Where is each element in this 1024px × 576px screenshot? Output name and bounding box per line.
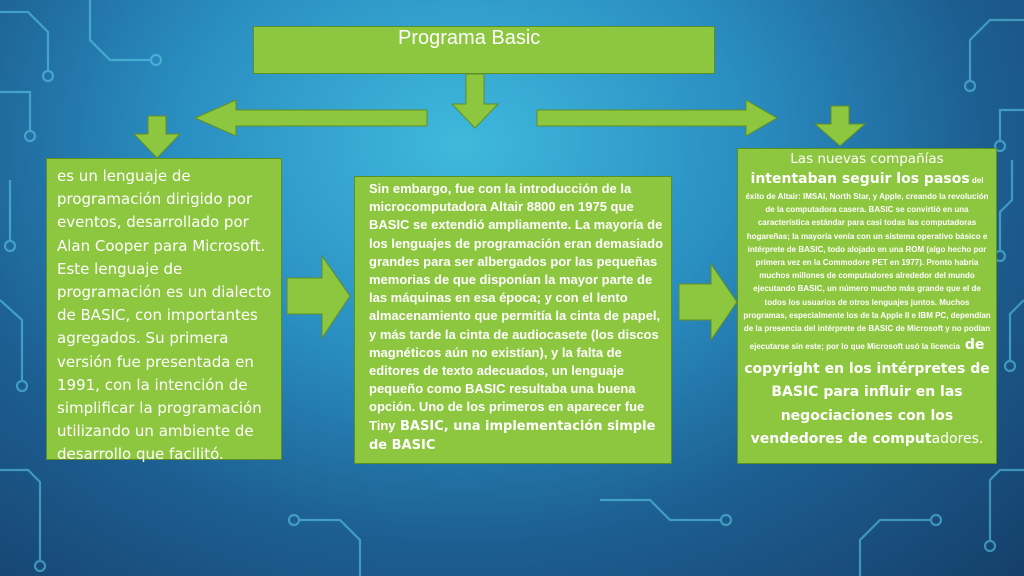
right-small-text: del éxito de Altair: IMSAI, North Star, y Apple, creando la revolución de la computadora casera. BASIC se convirtió en una característica estándar para casi todas las computadoras hogareñas; la mayoría venía con un sistema operativo básico e intérprete de BASIC, todo alojado en una ROM (algo hecho por primera vez en la Commodore PET en 1977). Pronto habría muchos millones de computadores alrededor del mundo ejecutando BASIC, un número mucho más grande que el de todos los usuarios de otros lenguajes juntos. Muchos programas, especialmente los de la Apple II e IBM PC, dependían de la presencia del intérprete de BASIC de Microsoft y no podían ejecutarse sin este; por lo que Microsoft usó la licencia bbox=[743, 176, 991, 352]
right-text-box bbox=[737, 148, 997, 464]
arrow-down-center bbox=[452, 74, 498, 128]
arrow-right-top bbox=[537, 100, 777, 136]
arrow-down-right bbox=[815, 106, 865, 146]
arrow-left bbox=[195, 100, 427, 136]
left-paragraph: es un lenguaje de programación dirigido por eventos, desarrollado por Alan Cooper para Microsoft. Este lenguaje de programación es un dialecto de BASIC, con importantes agregados. Su primera versión fue presentada en 1991, con la intención de simplificar la programación utilizando un ambiente de desarrollo que facilitó. bbox=[57, 167, 272, 464]
arrow-right-middle-right bbox=[679, 264, 737, 340]
center-paragraph bbox=[369, 180, 669, 455]
right-paragraph bbox=[742, 169, 992, 452]
title-box bbox=[253, 26, 715, 74]
right-heading: Las nuevas compañías bbox=[790, 151, 944, 167]
right-big-text-2: de copyright en los intérpretes de BASIC para influir en las negociaciones con los vendedores de comput bbox=[744, 337, 990, 448]
page-title: Programa Basic bbox=[398, 27, 541, 49]
arrow-down-left bbox=[134, 116, 180, 158]
right-big-text-1: intentaban seguir los pasos bbox=[750, 171, 970, 187]
right-tail-text: adores. bbox=[931, 431, 984, 448]
center-text-box bbox=[354, 176, 672, 464]
left-text-box bbox=[46, 158, 282, 464]
arrow-right-middle-left bbox=[287, 256, 350, 338]
center-tail-text: BASIC, una implementación simple de BASIC bbox=[369, 418, 656, 453]
center-main-text: Sin embargo, fue con la introducción de la microcomputadora Altair 8800 en 1975 que BASIC se extendió ampliamente. La mayoría de los lenguajes de programación eran demasiado grandes para ser albergados por las pequeñas memorias de que disponían la mayor parte de las máquinas en esa época; y con el lento almacenamiento que permitía la cinta de papel, y más tarde la cinta de audiocasete (los discos magnéticos aún no existían), y la falta de editores de texto adecuados, un lenguaje pequeño como BASIC resultaba una buena opción. Uno de los primeros en aparecer fue Tiny bbox=[369, 181, 664, 433]
